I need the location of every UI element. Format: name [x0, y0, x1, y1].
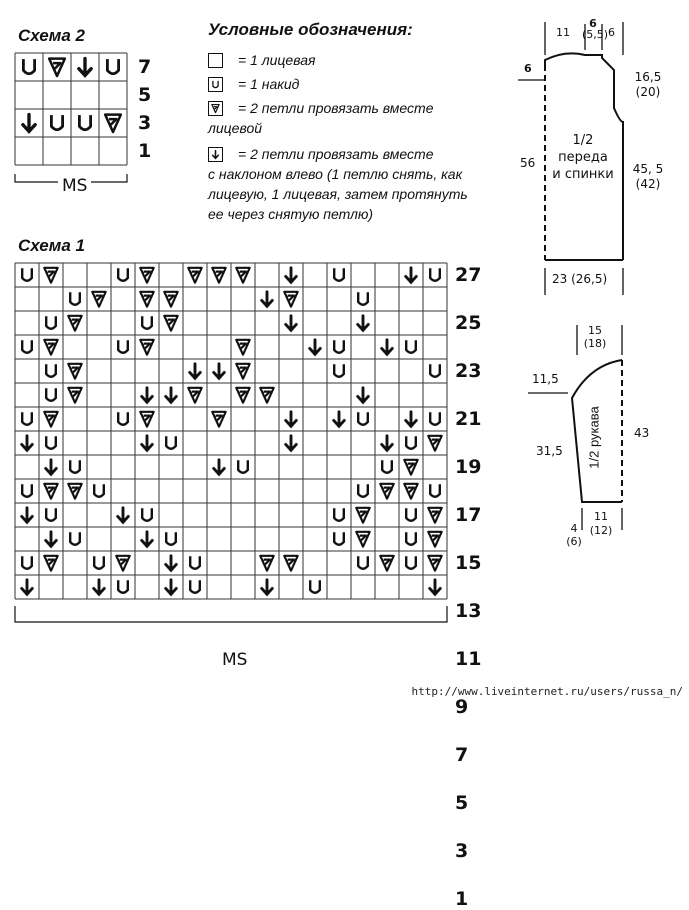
ssk-icon — [310, 340, 321, 354]
body-label — [548, 132, 618, 183]
yarn-over-icon — [334, 532, 344, 544]
yarn-over-icon — [406, 556, 416, 568]
scheme1-row-number: 9 — [455, 696, 469, 718]
body-armhole-dim — [628, 70, 668, 100]
k2tog-icon — [44, 484, 57, 499]
k2tog-icon — [380, 484, 393, 499]
ssk-icon — [382, 436, 393, 450]
k2tog-icon — [140, 268, 153, 283]
yarn-over-icon — [430, 364, 440, 376]
body-armhole-value: 16,5 — [634, 70, 662, 84]
sleeve-label: 1/2 рукава — [586, 406, 602, 469]
yarn-over-icon — [70, 532, 80, 544]
k2tog-icon — [236, 340, 249, 355]
k2tog-icon — [68, 364, 81, 379]
body-top-left-dim: 11 — [556, 26, 570, 39]
k2tog-icon — [212, 412, 225, 427]
legend-ssk-text-cont-2: лицевую, 1 лицевая, затем протянуть — [208, 186, 468, 202]
legend-ssk-text: = 2 петли провязать вместе — [238, 146, 434, 162]
k2tog-icon — [356, 508, 369, 523]
ssk-icon — [22, 580, 33, 594]
ssk-icon — [286, 436, 297, 450]
yarn-over-icon — [406, 508, 416, 520]
body-height-right-value: 45, 5 — [632, 162, 664, 176]
body-armhole-alt: (20) — [635, 85, 661, 99]
k2tog-icon — [164, 292, 177, 307]
sleeve-total-height-dim: 43 — [634, 426, 650, 440]
ssk-icon — [118, 508, 129, 522]
scheme2-ms-label: MS — [58, 176, 91, 196]
ssk-icon — [46, 460, 57, 474]
scheme1-row-number: 11 — [455, 648, 482, 670]
scheme2-row-7: 7 — [138, 56, 152, 78]
ssk-icon — [214, 364, 225, 378]
k2tog-icon — [44, 556, 57, 571]
ssk-icon — [358, 388, 369, 402]
scheme1-row-number: 5 — [455, 792, 469, 814]
source-url: http://www.liveinternet.ru/users/russa_n/ — [411, 685, 683, 698]
yarn-over-icon — [22, 556, 32, 568]
k2tog-icon — [380, 556, 393, 571]
sleeve-bottom-width-dim — [586, 510, 616, 538]
scheme1-row-number: 23 — [455, 360, 482, 382]
yarn-over-icon — [46, 316, 56, 328]
body-label-line-3: и спинки — [552, 167, 614, 182]
body-top-right-dim: 6 — [608, 26, 615, 39]
k2tog-icon — [188, 388, 201, 403]
scheme1-row-number: 21 — [455, 408, 482, 430]
ssk-icon — [262, 580, 273, 594]
sleeve-cap-height-dim: 11,5 — [532, 372, 559, 386]
yarn-over-icon — [22, 340, 32, 352]
ssk-icon — [142, 388, 153, 402]
sleeve-bottom-width-value: 11 — [594, 510, 608, 523]
body-height-right-alt: (42) — [635, 177, 661, 191]
ssk-icon — [190, 364, 201, 378]
k2tog-icon — [404, 460, 417, 475]
yarn-over-icon — [334, 364, 344, 376]
scheme1-row-number: 27 — [455, 264, 482, 286]
k2tog-icon — [140, 292, 153, 307]
legend-title: Условные обозначения: — [208, 20, 413, 39]
k2tog-icon — [284, 556, 297, 571]
body-label-line-1: 1/2 — [572, 133, 594, 148]
legend-yarn-over-text: = 1 накид — [238, 76, 300, 92]
scheme1-row-number: 7 — [455, 744, 469, 766]
yarn-over-icon — [70, 292, 80, 304]
yarn-over-icon — [142, 316, 152, 328]
ssk-icon — [46, 532, 57, 546]
sleeve-bottom-small-value: 4 — [570, 522, 578, 535]
scheme1-row-number: 25 — [455, 312, 482, 334]
yarn-over-icon — [118, 580, 128, 592]
k2tog-icon — [428, 436, 441, 451]
scheme1-row-number: 1 — [455, 888, 469, 910]
scheme1-row-number: 15 — [455, 552, 482, 574]
k2tog-icon — [140, 412, 153, 427]
body-neck-depth-dim: 6 — [524, 62, 532, 75]
k2tog-icon — [116, 556, 129, 571]
k2tog-icon — [212, 268, 225, 283]
yarn-over-icon — [46, 436, 56, 448]
ssk-icon — [166, 388, 177, 402]
body-height-left-dim: 56 — [520, 156, 536, 170]
k2tog-icon — [428, 556, 441, 571]
yarn-over-icon — [107, 59, 118, 74]
ssk-icon — [334, 412, 345, 426]
legend-ssk-text-cont-1: с наклоном влево (1 петлю снять, как — [208, 166, 463, 182]
k2tog-icon — [260, 556, 273, 571]
yarn-over-icon — [46, 388, 56, 400]
ssk-icon — [262, 292, 273, 306]
body-height-right-dim — [628, 162, 668, 192]
yarn-over-icon — [46, 364, 56, 376]
scheme2-title: Схема 2 — [18, 26, 85, 45]
k2tog-icon — [236, 364, 249, 379]
scheme1-title: Схема 1 — [18, 236, 85, 255]
ssk-icon — [358, 316, 369, 330]
yarn-over-icon — [358, 412, 368, 424]
yarn-over-icon — [79, 115, 90, 130]
yarn-over-icon — [334, 508, 344, 520]
yarn-over-icon — [334, 340, 344, 352]
scheme2-row-3: 3 — [138, 112, 152, 134]
ssk-icon — [23, 115, 35, 132]
k2tog-icon — [188, 268, 201, 283]
k2tog-icon — [68, 316, 81, 331]
k2tog-icon — [44, 340, 57, 355]
k2tog-icon — [92, 292, 105, 307]
legend-k2tog-symbol — [208, 101, 223, 116]
ssk-icon — [22, 508, 33, 522]
yarn-over-icon — [22, 412, 32, 424]
yarn-over-icon — [70, 460, 80, 472]
body-width-bottom-dim: 23 (26,5) — [552, 272, 608, 286]
legend-yarn-over-symbol — [208, 77, 223, 92]
ssk-icon — [94, 580, 105, 594]
ssk-icon — [142, 532, 153, 546]
ssk-icon — [406, 268, 417, 282]
scheme2-chart — [14, 52, 144, 192]
k2tog-icon — [260, 388, 273, 403]
legend-knit-symbol — [208, 53, 223, 68]
yarn-over-icon — [190, 556, 200, 568]
sleeve-bottom-small-dim — [566, 522, 582, 548]
yarn-over-icon — [406, 436, 416, 448]
yarn-over-icon — [46, 508, 56, 520]
legend-k2tog-text: = 2 петли провязать вместе — [238, 100, 434, 116]
body-top-mid-dim — [582, 17, 609, 41]
scheme1-chart — [14, 262, 454, 672]
yarn-over-icon — [166, 436, 176, 448]
ssk-icon — [213, 151, 219, 159]
ssk-icon — [166, 580, 177, 594]
legend-knit-text: = 1 лицевая — [238, 52, 316, 68]
ssk-icon — [286, 268, 297, 282]
k2tog-icon — [236, 388, 249, 403]
ssk-icon — [406, 412, 417, 426]
scheme1-row-number: 19 — [455, 456, 482, 478]
k2tog-icon — [356, 532, 369, 547]
k2tog-icon — [284, 292, 297, 307]
ssk-icon — [22, 436, 33, 450]
yarn-over-icon — [310, 580, 320, 592]
yarn-over-icon — [22, 268, 32, 280]
body-top-mid-value: 6 — [589, 17, 597, 30]
legend-ssk-text-cont-3: ее через снятую петлю) — [208, 206, 374, 222]
yarn-over-icon — [51, 115, 62, 130]
sleeve-top-width-dim — [580, 324, 610, 350]
scheme2-row-1: 1 — [138, 140, 152, 162]
k2tog-icon — [68, 388, 81, 403]
k2tog-icon — [164, 316, 177, 331]
scheme1-repeat-bracket — [15, 606, 447, 622]
yarn-over-icon — [213, 81, 218, 88]
legend-ssk-symbol — [208, 147, 223, 162]
yarn-over-icon — [430, 484, 440, 496]
yarn-over-icon — [430, 268, 440, 280]
yarn-over-icon — [94, 556, 104, 568]
scheme1-row-number: 17 — [455, 504, 482, 526]
k2tog-icon — [105, 115, 121, 132]
yarn-over-icon — [430, 412, 440, 424]
yarn-over-icon — [358, 484, 368, 496]
k2tog-icon — [44, 412, 57, 427]
ssk-icon — [286, 316, 297, 330]
yarn-over-icon — [22, 484, 32, 496]
ssk-icon — [382, 340, 393, 354]
yarn-over-icon — [118, 412, 128, 424]
ssk-icon — [142, 436, 153, 450]
yarn-over-icon — [382, 460, 392, 472]
yarn-over-icon — [94, 484, 104, 496]
sleeve-bottom-small-alt: (6) — [566, 535, 582, 548]
sleeve-top-width-value: 15 — [588, 324, 602, 337]
scheme2-row-5: 5 — [138, 84, 152, 106]
k2tog-icon — [68, 484, 81, 499]
sleeve-top-width-alt: (18) — [583, 337, 607, 350]
ssk-icon — [430, 580, 441, 594]
scheme1-ms-label: MS — [218, 650, 251, 670]
yarn-over-icon — [142, 508, 152, 520]
k2tog-icon — [428, 508, 441, 523]
k2tog-icon — [428, 532, 441, 547]
k2tog-icon — [44, 268, 57, 283]
k2tog-icon — [404, 484, 417, 499]
yarn-over-icon — [406, 532, 416, 544]
body-label-line-2: переда — [558, 150, 608, 165]
yarn-over-icon — [406, 340, 416, 352]
body-top-mid-alt: (5,5) — [582, 28, 609, 41]
sleeve-bottom-width-alt: (12) — [589, 524, 613, 537]
yarn-over-icon — [118, 340, 128, 352]
yarn-over-icon — [23, 59, 34, 74]
legend-k2tog-text-cont: лицевой — [208, 120, 263, 136]
ssk-icon — [166, 556, 177, 570]
sleeve-length-dim: 31,5 — [536, 444, 563, 458]
yarn-over-icon — [118, 268, 128, 280]
scheme1-row-number: 3 — [455, 840, 469, 862]
k2tog-icon — [140, 340, 153, 355]
yarn-over-icon — [238, 460, 248, 472]
ssk-icon — [79, 59, 91, 76]
yarn-over-icon — [358, 556, 368, 568]
k2tog-icon — [212, 105, 219, 113]
yarn-over-icon — [190, 580, 200, 592]
k2tog-icon — [49, 59, 65, 76]
ssk-icon — [286, 412, 297, 426]
scheme1-row-number: 13 — [455, 600, 482, 622]
k2tog-icon — [236, 268, 249, 283]
yarn-over-icon — [358, 292, 368, 304]
ssk-icon — [214, 460, 225, 474]
yarn-over-icon — [334, 268, 344, 280]
yarn-over-icon — [166, 532, 176, 544]
